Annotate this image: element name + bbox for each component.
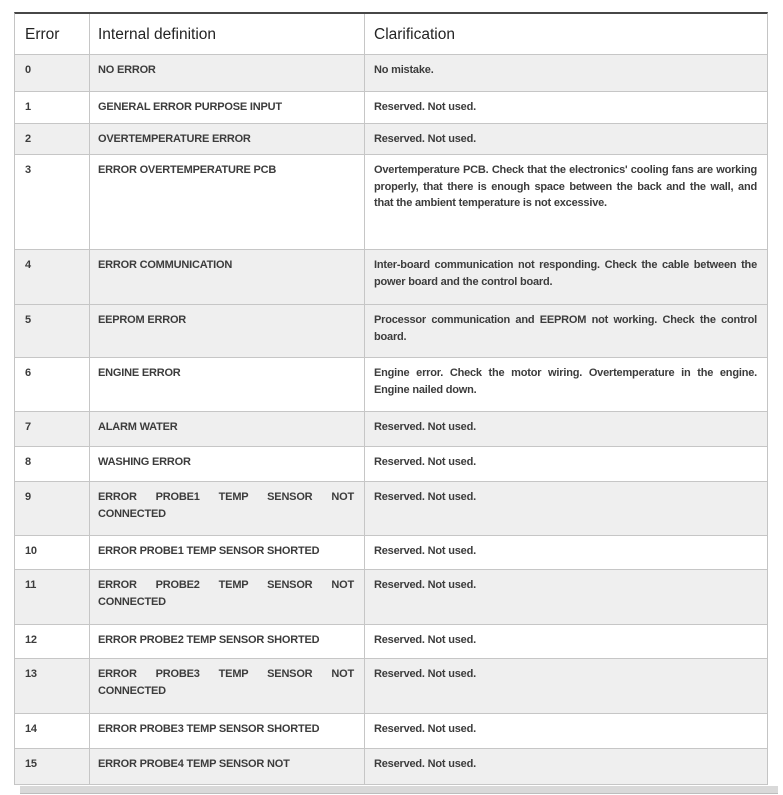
table-row	[15, 55, 767, 92]
clarification-cell: Reserved. Not used.	[364, 536, 767, 569]
error-code-cell: 12	[25, 634, 37, 646]
clarification-cell: Reserved. Not used.	[364, 749, 767, 784]
error-code-cell: 0	[25, 64, 31, 76]
clarification-cell: Reserved. Not used.	[364, 714, 767, 748]
table-row	[15, 412, 767, 447]
cutoff-next-row-strip	[20, 786, 778, 794]
internal-definition-cell: ERROR PROBE4 TEMP SENSOR NOT	[89, 749, 364, 784]
error-code-cell: 10	[25, 545, 37, 557]
clarification-cell: Inter-board communication not responding. Check the cable between the power board and the control board.	[364, 250, 767, 304]
table-row	[15, 625, 767, 659]
table-row	[15, 714, 767, 749]
table-body	[15, 55, 767, 785]
internal-definition-cell: ERROR PROBE1 TEMP SENSOR SHORTED	[89, 536, 364, 569]
internal-definition-cell: GENERAL ERROR PURPOSE INPUT	[89, 92, 364, 123]
internal-definition-cell: OVERTEMPERATURE ERROR	[89, 124, 364, 154]
table-row	[15, 250, 767, 305]
clarification-cell: Processor communication and EEPROM not working. Check the control board.	[364, 305, 767, 357]
error-code-cell: 14	[25, 723, 37, 735]
clarification-cell: Reserved. Not used.	[364, 124, 767, 154]
clarification-cell: Reserved. Not used.	[364, 570, 767, 624]
clarification-cell: Reserved. Not used.	[364, 412, 767, 446]
clarification-cell: Reserved. Not used.	[364, 482, 767, 535]
clarification-cell: Reserved. Not used.	[364, 447, 767, 481]
table-row	[15, 155, 767, 250]
table-row	[15, 659, 767, 714]
error-code-cell: 1	[25, 101, 31, 113]
table-row	[15, 482, 767, 536]
error-code-cell: 13	[25, 668, 37, 680]
internal-definition-cell: NO ERROR	[89, 55, 364, 91]
internal-definition-cell: EEPROM ERROR	[89, 305, 364, 357]
internal-definition-cell: ERROR PROBE2 TEMP SENSOR SHORTED	[89, 625, 364, 658]
internal-definition-cell: ERROR PROBE2 TEMP SENSOR NOT CONNECTED	[89, 570, 364, 624]
clarification-cell: Engine error. Check the motor wiring. Overtemperature in the engine. Engine nailed down.	[364, 358, 767, 411]
error-code-cell: 11	[25, 579, 37, 591]
clarification-cell: Overtemperature PCB. Check that the electronics' cooling fans are working properly, that there is enough space between the back and the wall, and that the ambient temperature is not excessive.	[364, 155, 767, 249]
error-code-cell: 5	[25, 314, 31, 326]
error-code-cell: 6	[25, 367, 31, 379]
clarification-cell: Reserved. Not used.	[364, 659, 767, 713]
internal-definition-cell: ALARM WATER	[89, 412, 364, 446]
clarification-cell: No mistake.	[364, 55, 767, 91]
error-code-cell: 3	[25, 164, 31, 176]
table-row	[15, 749, 767, 785]
table-header-row	[15, 14, 767, 55]
error-code-cell: 9	[25, 491, 31, 503]
internal-definition-cell: ERROR OVERTEMPERATURE PCB	[89, 155, 364, 249]
table-row	[15, 536, 767, 570]
table-row	[15, 447, 767, 482]
error-code-cell: 2	[25, 133, 31, 145]
error-code-cell: 7	[25, 421, 31, 433]
error-code-cell: 8	[25, 456, 31, 468]
table-row	[15, 305, 767, 358]
error-code-table	[14, 12, 768, 785]
table-row	[15, 570, 767, 625]
internal-definition-cell: WASHING ERROR	[89, 447, 364, 481]
internal-definition-cell: ERROR COMMUNICATION	[89, 250, 364, 304]
table-row	[15, 124, 767, 155]
column-header-error: Error	[25, 26, 60, 43]
column-header-clarification: Clarification	[364, 14, 767, 54]
error-code-cell: 15	[25, 758, 37, 770]
table-row	[15, 92, 767, 124]
clarification-cell: Reserved. Not used.	[364, 625, 767, 658]
table-row	[15, 358, 767, 412]
error-code-cell: 4	[25, 259, 31, 271]
internal-definition-cell: ENGINE ERROR	[89, 358, 364, 411]
clarification-cell: Reserved. Not used.	[364, 92, 767, 123]
column-header-internal-definition: Internal definition	[89, 14, 364, 54]
internal-definition-cell: ERROR PROBE3 TEMP SENSOR NOT CONNECTED	[89, 659, 364, 713]
internal-definition-cell: ERROR PROBE1 TEMP SENSOR NOT CONNECTED	[89, 482, 364, 535]
internal-definition-cell: ERROR PROBE3 TEMP SENSOR SHORTED	[89, 714, 364, 748]
